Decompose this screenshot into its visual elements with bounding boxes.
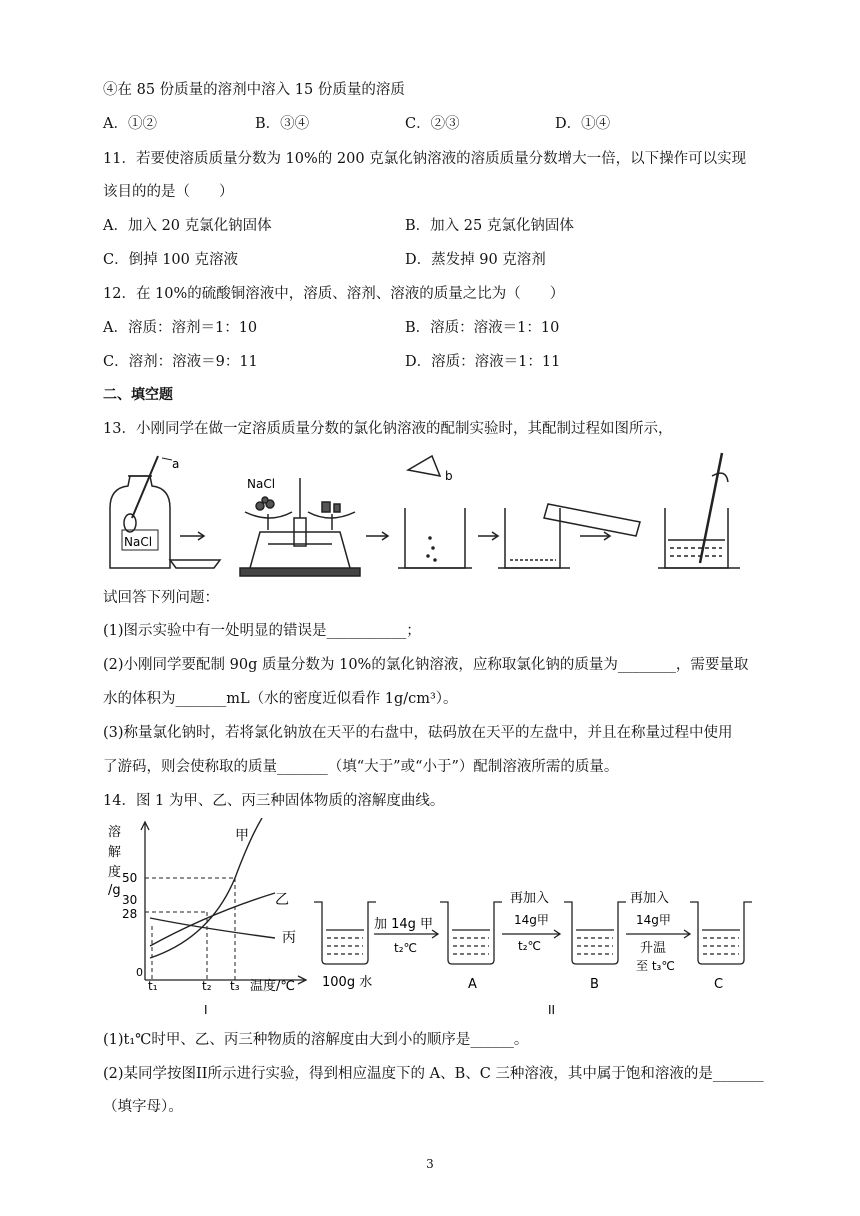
y-tick-50: 50 — [122, 871, 138, 885]
weighing-dish — [170, 560, 220, 568]
fig-balance-label: NaCl — [247, 477, 276, 491]
label-yi: 乙 — [275, 892, 289, 908]
step1-top: 加 14g 甲 — [374, 917, 434, 932]
start-label: 100g 水 — [322, 975, 373, 990]
curve-yi — [150, 893, 275, 946]
q14-figure — [100, 818, 760, 1023]
q12-option-c: C．溶剂：溶液＝9：11 — [103, 354, 258, 370]
y-label-1: 溶 — [108, 825, 122, 840]
q13-sub2-line2: 水的体积为_______mL（水的密度近似看作 1g/cm³）。 — [103, 691, 458, 707]
x-tick-t3: t₃ — [230, 979, 240, 993]
q12-stem: 12．在 10%的硫酸铜溶液中，溶质、溶剂、溶液的质量之比为（ ） — [103, 286, 565, 302]
q13-sub3-line2: 了游码，则会使称取的质量_______（填“大于”或“小于”）配制溶液所需的质量。 — [103, 759, 619, 775]
x-tick-0: 0 — [136, 966, 143, 979]
q11-option-d: D．蒸发掉 90 克溶剂 — [405, 252, 546, 268]
step1-bottom: t₂℃ — [394, 941, 417, 955]
q12-option-d: D．溶质：溶液＝1：11 — [405, 354, 561, 370]
fig-jar-label: NaCl — [124, 535, 153, 549]
y-label-3: 度 — [108, 865, 122, 880]
y-tick-28: 28 — [122, 907, 138, 921]
x-axis-label: 温度/℃ — [250, 979, 295, 994]
q14-sub2-line2: （填字母）。 — [103, 1099, 183, 1115]
step2-bottom: t₂℃ — [518, 939, 541, 953]
beaker-with-paper — [398, 456, 472, 568]
beaker-with-cylinder — [498, 504, 640, 568]
x-tick-t1: t₁ — [148, 979, 158, 993]
q10-item4: ④在 85 份质量的溶剂中溶入 15 份质量的溶质 — [103, 82, 405, 98]
fig-label-b: b — [445, 469, 453, 483]
page-number: 3 — [426, 1157, 434, 1171]
q10-option-c: C．②③ — [405, 116, 460, 132]
step3-bottom2: 至 t₃℃ — [636, 959, 675, 973]
q11-stem-line1: 11．若要使溶质质量分数为 10%的 200 克氯化钠溶液的溶质质量分数增大一倍，以下操作可以实现 — [103, 151, 747, 167]
curve-bing — [150, 918, 275, 938]
y-label-4: /g — [108, 883, 121, 898]
figure-caption-2: II — [548, 1003, 556, 1017]
y-tick-30: 30 — [122, 893, 138, 907]
reagent-jar — [110, 456, 172, 568]
balance — [240, 478, 360, 576]
beaker-b — [564, 902, 626, 964]
q12-option-b: B．溶质：溶液＝1：10 — [405, 320, 560, 336]
step3-top1: 再加入 — [630, 891, 670, 906]
q10-option-b: B．③④ — [255, 116, 310, 132]
beaker-label-b: B — [590, 977, 599, 992]
beaker-water — [314, 902, 376, 964]
step2-top2: 14g甲 — [514, 913, 549, 927]
beaker-label-a: A — [468, 977, 477, 992]
q11-stem-line2: 该目的的是（ ） — [103, 184, 234, 200]
beaker-with-glass-rod — [658, 453, 740, 568]
q12-option-a: A．溶质：溶剂＝1：10 — [103, 320, 258, 336]
q11-option-a: A．加入 20 克氯化钠固体 — [103, 218, 272, 234]
x-tick-t2: t₂ — [202, 979, 212, 993]
q14-sub2-line1: (2)某同学按图II所示进行实验，得到相应温度下的 A、B、C 三种溶液，其中属于饱和溶液的是_______ — [103, 1066, 764, 1082]
label-jia: 甲 — [235, 828, 249, 844]
step3-bottom1: 升温 — [640, 941, 667, 956]
label-bing: 丙 — [282, 930, 296, 946]
beaker-a — [440, 902, 502, 964]
q10-option-a: A．①② — [103, 116, 157, 132]
beaker-c — [690, 902, 752, 964]
step3-top2: 14g甲 — [636, 913, 671, 927]
q14-sub1: (1)t₁℃时甲、乙、丙三种物质的溶解度由大到小的顺序是______。 — [103, 1032, 529, 1048]
q10-option-d: D．①④ — [555, 116, 611, 132]
y-label-2: 解 — [108, 845, 122, 860]
q11-option-c: C．倒掉 100 克溶液 — [103, 252, 238, 268]
q13-stem: 13．小刚同学在做一定溶质质量分数的氯化钠溶液的配制实验时，其配制过程如图所示， — [103, 421, 673, 437]
q14-stem: 14．图 1 为甲、乙、丙三种固体物质的溶解度曲线。 — [103, 793, 445, 809]
section-heading: 二、填空题 — [103, 387, 173, 403]
q13-sub1: (1)图示实验中有一处明显的错误是___________； — [103, 623, 421, 639]
q13-sub3-line1: (3)称量氯化钠时，若将氯化钠放在天平的右盘中，砝码放在天平的左盘中，并且在称量过程中使用 — [103, 725, 733, 741]
q13-sub2-line1: (2)小刚同学要配制 90g 质量分数为 10%的氯化钠溶液，应称取氯化钠的质量为________，需要量取 — [103, 657, 749, 673]
figure-caption-1: I — [204, 1003, 208, 1017]
q13-prompt: 试回答下列问题： — [103, 590, 219, 606]
q13-preparation-figure — [100, 448, 760, 578]
beaker-label-c: C — [714, 977, 724, 992]
fig-label-a: a — [172, 457, 180, 471]
step2-top1: 再加入 — [510, 891, 550, 906]
q11-option-b: B．加入 25 克氯化钠固体 — [405, 218, 574, 234]
